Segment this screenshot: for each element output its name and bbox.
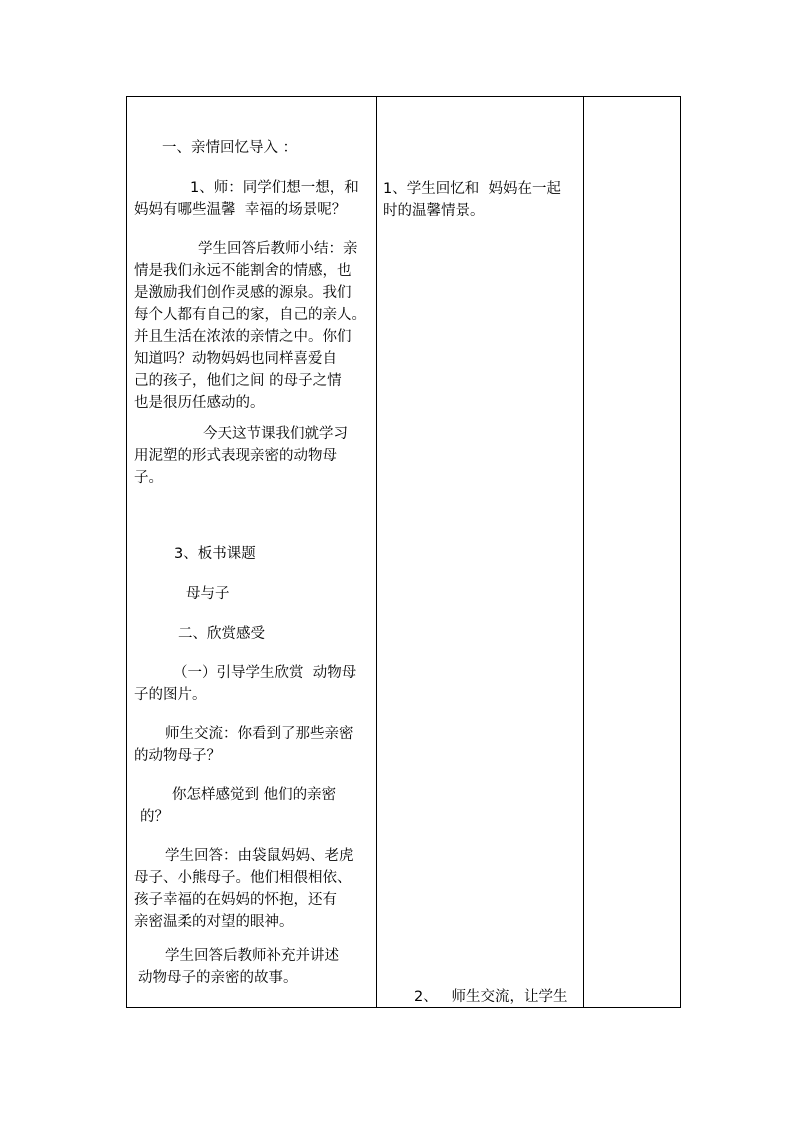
column-divider	[583, 97, 584, 1007]
teacher-summary: 也是很历任感动的。	[134, 395, 265, 411]
board-title-step: 3、板书课题	[174, 546, 256, 562]
guide-text: 子的图片。	[134, 687, 207, 703]
teacher-question: 1、师：同学们想一想，和	[190, 180, 359, 196]
lesson-topic: 母与子	[186, 586, 230, 602]
student-answer: 亲密温柔的对望的眼神。	[134, 914, 294, 930]
teacher-supplement: 学生回答后教师补充并讲述	[165, 948, 339, 964]
teacher-summary: 并且生活在浓浓的亲情之中。你们	[134, 329, 352, 345]
teacher-summary: 每个人都有自己的家，自己的亲人。	[134, 307, 366, 323]
teacher-supplement: 动物母子的亲密的故事。	[138, 970, 298, 986]
student-activity: 时的温馨情景。	[383, 203, 485, 219]
student-answer: 孩子幸福的在妈妈的怀抱，还有	[134, 892, 337, 908]
section-heading-2: 二、欣赏感受	[178, 626, 265, 642]
column-divider	[376, 97, 377, 1007]
student-answer: 学生回答：由袋鼠妈妈、老虎	[165, 848, 354, 864]
section-heading-1: 一、亲情回忆导入 ：	[162, 140, 298, 156]
student-answer: 母子、小熊母子。他们相偎相依、	[134, 870, 352, 886]
lesson-intro: 子。	[134, 470, 163, 486]
student-activity: 1、学生回忆和 妈妈在一起	[383, 181, 561, 197]
exchange-text: 的动物母子？	[134, 748, 221, 764]
lesson-intro: 用泥塑的形式表现亲密的动物母	[134, 448, 337, 464]
teacher-summary: 知道吗？动物妈妈也同样喜爱自	[134, 351, 337, 367]
exchange-text: 师生交流：你看到了那些亲密	[165, 726, 354, 742]
teacher-summary: 情是我们永远不能割舍的情感，也	[134, 263, 352, 279]
student-activity: 2、 师生交流，让学生	[414, 989, 568, 1005]
guide-text: （一）引导学生欣赏 动物母	[173, 665, 357, 681]
teacher-summary: 己的孩子，他们之间 的母子之情	[134, 373, 342, 389]
lesson-intro: 今天这节课我们就学习	[203, 426, 348, 442]
teacher-summary: 学生回答后教师小结：亲	[198, 241, 358, 257]
teacher-question: 妈妈有哪些温馨 幸福的场景呢？	[134, 202, 347, 218]
teacher-summary: 是激励我们创作灵感的源泉。我们	[134, 285, 352, 301]
feel-question: 的？	[140, 809, 169, 825]
feel-question: 你怎样感觉到 他们的亲密	[172, 787, 337, 803]
